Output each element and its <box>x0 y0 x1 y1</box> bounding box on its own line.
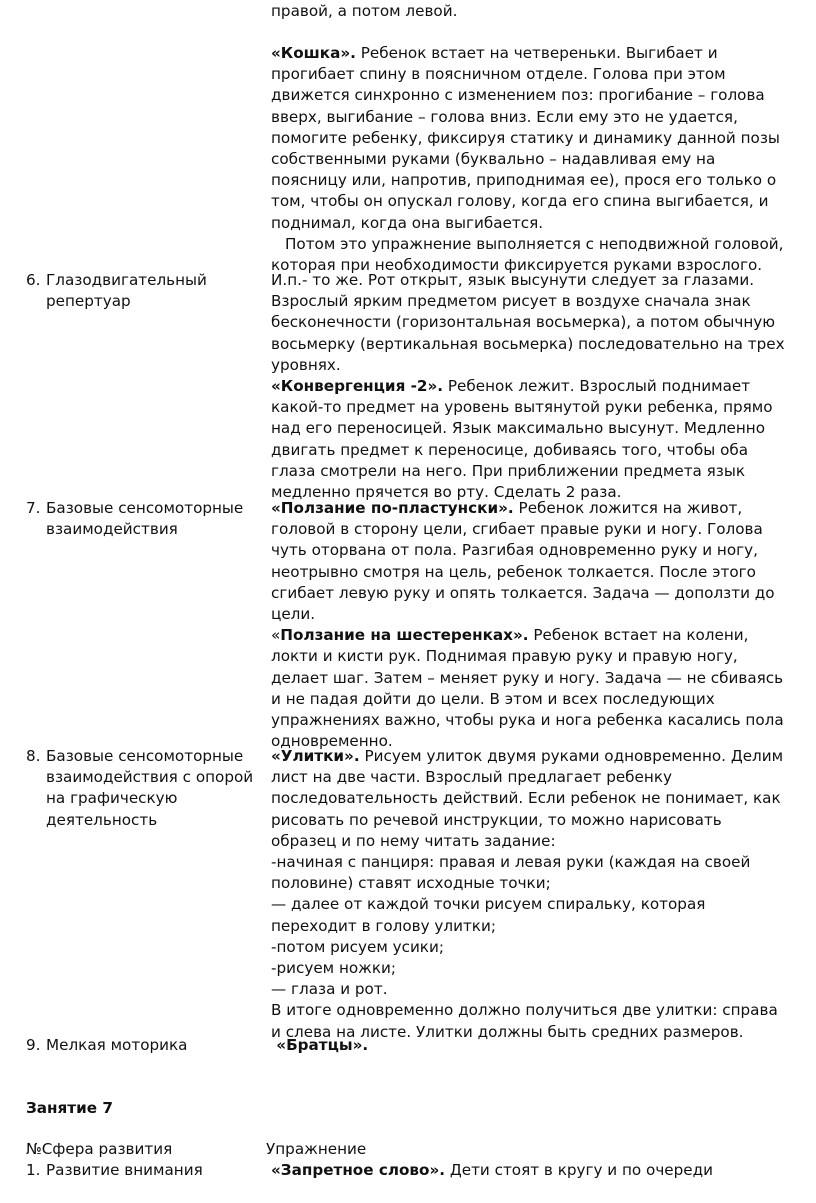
exercise-cell <box>271 498 791 752</box>
exercise-text: Ребенок лежит. Взрослый поднимает какой-то предмет на уровень вытянутой руки ребенка, прямо над его переносицей. Язык максимально высунут. Медленно двигать предмет к переносице, добиваясь того, чтобы оба глаза смотрели на него. При приближении предмета язык медленно прячется во рту. Сделать 2 раза. <box>271 377 773 502</box>
sphere-label: Базовые сенсомоторные взаимодействия <box>46 499 244 539</box>
paragraph <box>271 625 791 752</box>
exercise-cell <box>271 746 791 1043</box>
exercise-text: Ребенок встает на колени, локти и кисти рук. Поднимая правую руку и правую ногу, делает шаг. Затем – меняет руку и ногу. Задача — не сбиваясь и не падая дойти до цели. В этом и всех последующих упражнениях важно, чтобы рука и нога ребенка касались пола одновременно. <box>271 626 784 751</box>
paragraph: правой, а потом левой. <box>271 2 458 20</box>
exercise-title: «Ползание по-пластунски». <box>271 499 514 517</box>
exercise-text: Ребенок встает на четвереньки. Выгибает и прогибает спину в поясничном отделе. Голова при этом движется синхронно с изменением поз: прогибание – голова вверх, выгибание – голова вниз. Если ему это не удается, помогите ребенку, фиксируя статику и динамику данной позы собственными руками (буквально – надавливая ему на поясницу или, напротив, приподнимая ее), прося его только о том, чтобы он опускал голову, когда его спина выгибается, и поднимал, когда она выгибается. <box>271 44 780 232</box>
paragraph: -потом рисуем усики; <box>271 937 444 956</box>
row-number: 6. <box>26 271 41 289</box>
paragraph <box>271 376 791 503</box>
exercise-cell <box>271 270 791 503</box>
exercise-text: Ребенок ложится на живот, головой в сторону цели, сгибает правые руки и ногу. Голова чуть оторвана от пола. Разгибая одновременно руку и ногу, неотрывно смотря на цель, ребенок толкается. После этого сгибает левую руку и опять толкается. Задача — доползти до цели. <box>271 499 775 624</box>
sphere-cell <box>26 746 261 831</box>
paragraph: В итоге одновременно должно получиться две улитки: справа и слева на листе. Улитки должны быть средних размеров. <box>271 1001 778 1041</box>
exercise-title: «Конвергенция -2». <box>271 377 444 396</box>
sphere-cell <box>26 1160 261 1181</box>
paragraph <box>271 43 791 234</box>
exercise-title: «Кошка». <box>271 44 356 62</box>
row-number: 7. <box>26 499 41 517</box>
row-number: 9. <box>26 1036 41 1054</box>
paragraph: -начиная с панциря: правая и левая руки (каждая на своей половине) ставят исходные точки; <box>271 853 751 893</box>
sphere-label: Развитие внимания <box>46 1161 203 1179</box>
sphere-label: Базовые сенсомоторные взаимодействия с опорой на графическую деятельность <box>46 747 254 829</box>
row-number: 1. <box>26 1161 41 1179</box>
row-number: 8. <box>26 747 41 765</box>
exercise-cell <box>271 1160 791 1181</box>
paragraph <box>271 1160 791 1181</box>
exercise-cell <box>271 1035 791 1056</box>
exercise-title: «Запретное слово». <box>271 1161 446 1179</box>
exercise-text: Дети стоят в кругу и по очереди <box>445 1161 714 1179</box>
paragraph: -рисуем ножки; <box>271 959 397 978</box>
sphere-label: Глазодвигательный репертуар <box>46 271 207 311</box>
sphere-cell <box>26 1035 261 1056</box>
exercise-koshka <box>271 43 791 276</box>
paragraph <box>271 1035 791 1056</box>
sphere-label: Мелкая моторика <box>46 1036 188 1054</box>
lesson-title: Занятие 7 <box>26 1099 113 1117</box>
column-header-sphere: №Сфера развития <box>26 1140 173 1158</box>
paragraph: — глаза и рот. <box>271 980 388 999</box>
exercise-title: «Братцы». <box>271 1036 369 1054</box>
exercise-text: Рисуем улиток двумя руками одновременно. Делим лист на две части. Взрослый предлагает ребенку последовательность действий. Если ребенок не понимает, как рисовать по речевой инструкции, то можно нарисовать образец и по нему читать задание: <box>271 747 784 850</box>
exercise-title: «Улитки». <box>271 747 360 765</box>
paragraph <box>271 498 791 625</box>
exercise-text: И.п.- то же. Рот открыт, язык высунути следует за глазами. Взрослый ярким предметом рисует в воздухе сначала знак бесконечности (горизонтальная восьмерка), а потом обычную восьмерку (вертикальная восьмерка) последовательно на трех уровнях. <box>271 271 785 374</box>
sphere-cell <box>26 498 261 540</box>
exercise-title: Ползание на шестеренках». <box>280 626 529 645</box>
sphere-cell <box>26 270 261 312</box>
paragraph: Потом это упражнение выполняется с неподвижной головой, которая при необходимости фиксируется руками взрослого. <box>271 234 784 275</box>
paragraph: — далее от каждой точки рисуем спиральку, которая переходит в голову улитки; <box>271 895 706 935</box>
paragraph <box>271 270 791 376</box>
continued-text <box>271 1 791 22</box>
paragraph <box>271 746 791 852</box>
quote-mark: « <box>271 626 281 645</box>
column-header-exercise: Упражнение <box>266 1140 367 1158</box>
